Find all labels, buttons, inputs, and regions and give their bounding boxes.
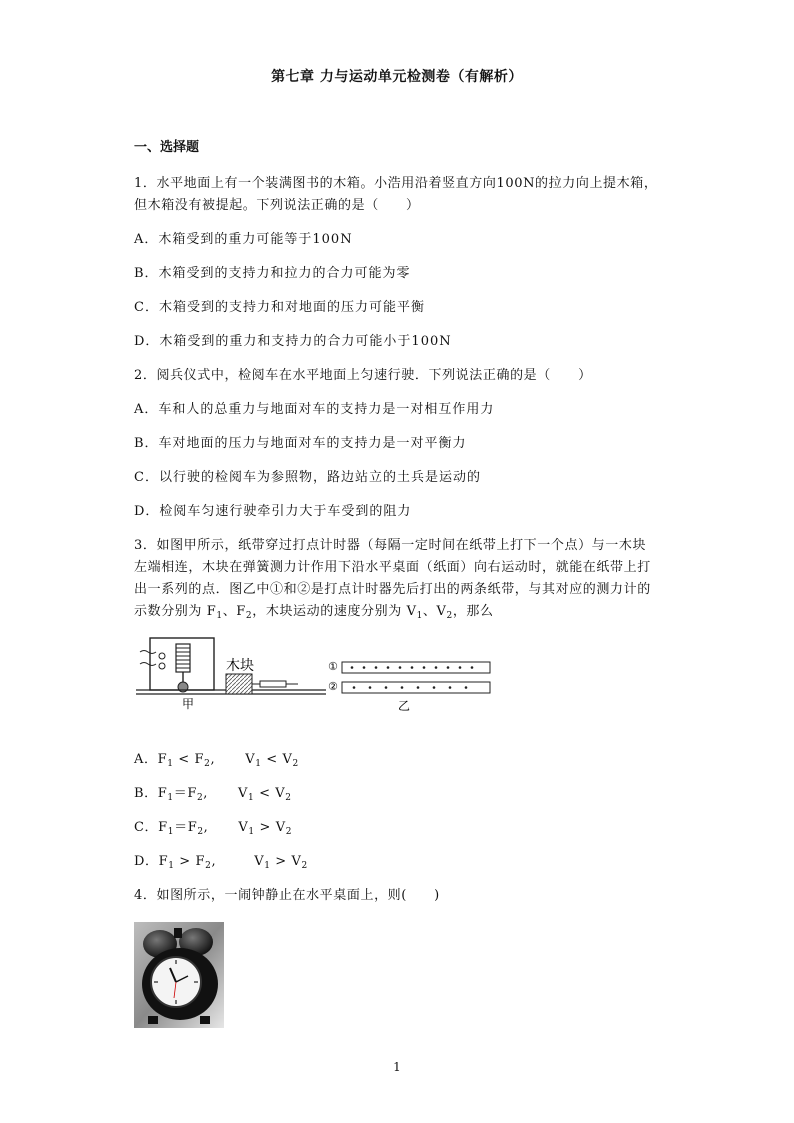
- q1-stem-line1: 1．水平地面上有一个装满图书的木箱。小浩用沿着竖直方向100N的拉力向上提木箱，: [134, 176, 658, 191]
- q4-stem: 4．如图所示，一闹钟静止在水平桌面上，则( ): [134, 888, 440, 903]
- q1-option-c: C．木箱受到的支持力和对地面的压力可能平衡: [134, 300, 425, 315]
- tape1-dots: [351, 666, 474, 669]
- page-title: 第七章 力与运动单元检测卷（有解析）: [271, 69, 523, 85]
- alarm-clock-image: [134, 922, 224, 1028]
- wood-block-label: 木块: [226, 658, 254, 674]
- tape2: [342, 682, 490, 693]
- q3-stem-line2: 左端相连，木块在弹簧测力计作用下沿水平桌面（纸面）向右运动时，就能在纸带上打: [134, 560, 651, 575]
- wood-block: [226, 674, 252, 694]
- q3-figure: [136, 634, 496, 714]
- q3-stem-line3: 出一系列的点．图乙中①和②是打点计时器先后打出的两条纸带，与其对应的测力计的: [134, 582, 651, 597]
- q3-stem-line4: 示数分别为 $F_1$、$F_2$，木块运动的速度分别为 $V_1$、$V_2$，那么: [134, 604, 494, 621]
- q1-option-a: A．木箱受到的重力可能等于100N: [134, 232, 353, 247]
- figure-caption-left: 甲: [182, 697, 195, 711]
- q2-option-d: D．检阅车匀速行驶牵引力大于车受到的阻力: [134, 504, 412, 519]
- ticker-timer-apparatus: [140, 638, 214, 692]
- q3-option-d: D．$F_1 > F_2$, $V_1 > V_2$: [134, 854, 308, 871]
- q3-stem-line1: 3．如图甲所示，纸带穿过打点计时器（每隔一定时间在纸带上打下一个点）与一木块: [134, 538, 647, 553]
- q3-option-a: A．$F_1 < F_2$, $V_1 < V_2$: [134, 752, 299, 769]
- tape1-label: ①: [328, 660, 338, 673]
- q1-option-d: D．木箱受到的重力和支持力的合力可能小于100N: [134, 334, 452, 349]
- q1-option-b: B．木箱受到的支持力和拉力的合力可能为零: [134, 266, 411, 281]
- tape2-label: ②: [328, 680, 338, 693]
- figure-caption-right: 乙: [398, 699, 411, 713]
- q2-option-a: A．车和人的总重力与地面对车的支持力是一对相互作用力: [134, 402, 495, 417]
- spring-scale: [260, 681, 286, 687]
- page-number: 1: [393, 1060, 401, 1074]
- q2-stem: 2．阅兵仪式中，检阅车在水平地面上匀速行驶．下列说法正确的是（ ）: [134, 368, 592, 383]
- q2-option-c: C．以行驶的检阅车为参照物，路边站立的土兵是运动的: [134, 470, 481, 485]
- q3-option-b: B．$F_1=F_2$, $V_1 < V_2$: [134, 786, 292, 803]
- section-title: 一、选择题: [134, 140, 200, 155]
- q1-stem-line2: 但木箱没有被提起。下列说法正确的是（ ）: [134, 198, 420, 213]
- q2-option-b: B．车对地面的压力与地面对车的支持力是一对平衡力: [134, 436, 467, 451]
- tape2-dots: [353, 686, 468, 689]
- q3-option-c: C．$F_1=F_2$, $V_1 > V_2$: [134, 820, 293, 837]
